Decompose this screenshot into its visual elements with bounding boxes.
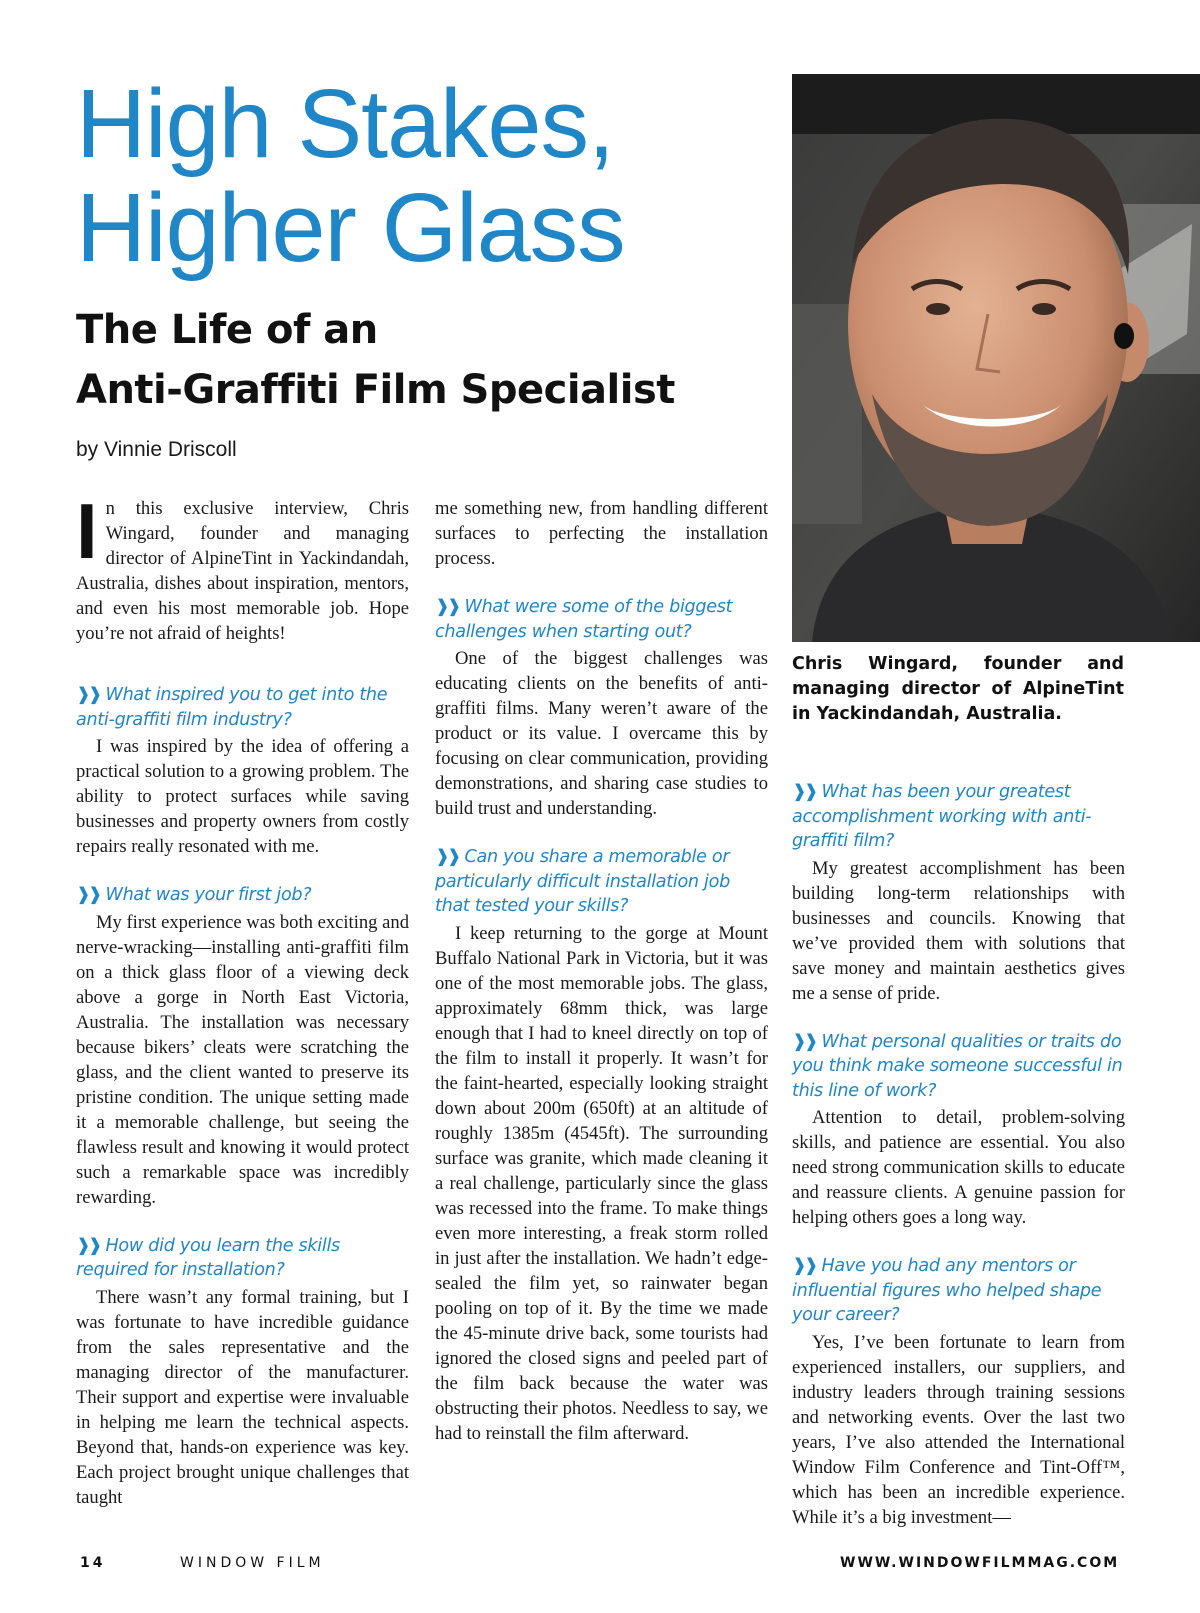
answer-paragraph: My first experience was both exciting and nerve-wracking—installing anti-graffiti film on a thick glass floor of a viewing deck above a gorge in North East Victoria, Australia. The installation was necessary because bikers’ cleats were scratching the glass, and the client wanted to preserve its pristine condition. The unique setting made it a memorable challenge, but seeing the flawless result and knowing it would protect such a remarkable space was incredibly rewarding. [76, 911, 409, 1208]
question-text: What personal qualities or traits do you think make someone successful in this line of work? [792, 1031, 1123, 1101]
column-1 [76, 487, 409, 1510]
chevron-double-right-icon: ❱❱ [435, 597, 459, 617]
answer-paragraph: One of the biggest challenges was educating clients on the benefits of anti-graffiti films. Many weren’t aware of the product or its value. I overcame this by focusing on clear communication, providing demonstrations, and sharing case studies to build trust and understanding. [435, 648, 768, 819]
column-2 [435, 496, 768, 1446]
question-text: How did you learn the skills required for installation? [76, 1235, 340, 1280]
column-3 [792, 780, 1125, 1530]
byline: by Vinnie Driscoll [76, 438, 237, 461]
question-text: What has been your greatest accomplishment working with anti-graffiti film? [792, 782, 1092, 851]
question-text: Have you had any mentors or influential figures who helped shape your career? [792, 1256, 1102, 1325]
question-heading [76, 683, 409, 732]
page-number: 14 [80, 1555, 106, 1571]
question-heading [435, 845, 768, 919]
portrait-illustration [792, 74, 1200, 642]
answer-paragraph: Attention to detail, problem-solving skills, and patience are essential. You also need strong communication skills to educate and reassure clients. A genuine passion for helping others goes a long way. [792, 1107, 1125, 1228]
photo-caption: Chris Wingard, founder and managing director of AlpineTint in Yackindandah, Australia. [792, 654, 1124, 724]
question-heading [792, 1254, 1125, 1328]
question-heading [792, 1030, 1125, 1104]
question-text: What were some of the biggest challenges when starting out? [435, 597, 733, 642]
question-heading [76, 1234, 409, 1283]
drop-cap: I [76, 487, 98, 575]
question-heading [76, 883, 409, 908]
magazine-name: WINDOW FILM [180, 1555, 325, 1571]
title-line-2: Higher Glass [76, 173, 625, 282]
intro-paragraph [76, 487, 409, 646]
subtitle-line-1: The Life of an [76, 307, 378, 353]
answer-paragraph: I was inspired by the idea of offering a practical solution to a growing problem. The ability to protect surfaces while saving businesses and property owners from costly repairs really resonated with me. [76, 736, 409, 857]
answer-paragraph: I keep returning to the gorge at Mount Buffalo National Park in Victoria, but it was one of the most memorable jobs. The glass, approximately 68mm thick, was large enough that I had to kneel directly on top of the film to install it properly. It wasn’t for the faint-hearted, especially looking straight down about 200m (650ft) at an altitude of roughly 1385m (4545ft). The surrounding surface was granite, which made cleaning it a real challenge, particularly since the glass was recessed into the frame. To make things even more interesting, a freak storm rolled in just after the installation. We hadn’t edge-sealed the film yet, so rainwater began pooling on top of it. By the time we made the 45-minute drive back, some tourists had ignored the closed signs and peeled part of the film back because the water was obstructing their photos. Needless to say, we had to reinstall the film afterward. [435, 922, 768, 1444]
website-url: WWW.WINDOWFILMMAG.COM [840, 1555, 1120, 1571]
answer-paragraph: There wasn’t any formal training, but I was fortunate to have incredible guidance from the sales representative and the managing director of the manufacturer. Their support and expertise were invaluable in helping me learn the technical aspects. Beyond that, hands-on experience was key. Each project brought unique challenges that taught [76, 1286, 409, 1508]
article-subtitle [76, 300, 776, 420]
question-text: Can you share a memorable or particularly difficult installation job that tested your skills? [435, 847, 730, 916]
chevron-double-right-icon: ❱❱ [792, 782, 816, 802]
chevron-double-right-icon: ❱❱ [792, 1256, 816, 1276]
portrait-photo [792, 74, 1200, 642]
question-text: What was your first job? [105, 885, 312, 905]
question-text: What inspired you to get into the anti-graffiti film industry? [76, 685, 388, 730]
chevron-double-right-icon: ❱❱ [76, 1235, 100, 1256]
chevron-double-right-icon: ❱❱ [792, 1031, 816, 1052]
answer-paragraph: My greatest accomplishment has been building long-term relationships with businesses and councils. Knowing that we’ve provided them with solutions that save money and maintain aesthetics gives me a sense of pride. [792, 857, 1125, 1004]
answer-paragraph: Yes, I’ve been fortunate to learn from experienced installers, our suppliers, and industry leaders through training sessions and networking events. Over the last two years, I’ve also attended the International Window Film Conference and Tint-Off™, which has been an incredible experience. While it’s a big investment— [792, 1331, 1125, 1528]
chevron-double-right-icon: ❱❱ [76, 685, 100, 705]
article-title [76, 69, 776, 282]
continued-paragraph: me something new, from handling different surfaces to perfecting the installation process. [435, 498, 768, 569]
question-heading [792, 780, 1125, 854]
intro-text: n this exclusive interview, Chris Wingard, founder and managing director of AlpineTint in Yackindandah, Australia, dishes about inspiration, mentors, and even his most memorable job. Hope you’re not afraid of heights! [76, 498, 409, 644]
chevron-double-right-icon: ❱❱ [435, 847, 459, 867]
title-line-1: High Stakes, [76, 69, 614, 178]
chevron-double-right-icon: ❱❱ [76, 885, 100, 905]
question-heading [435, 595, 768, 644]
subtitle-line-2: Anti-Graffiti Film Specialist [76, 367, 675, 413]
